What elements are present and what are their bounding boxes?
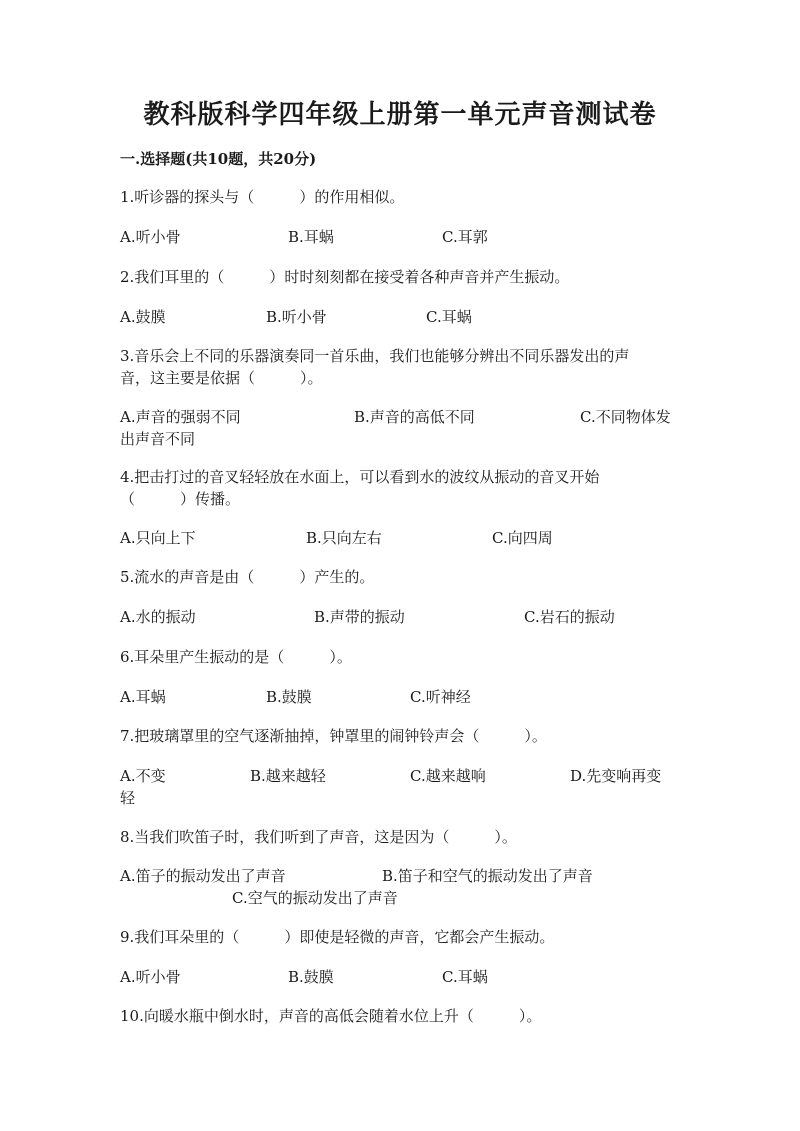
question-4-option-c: C.向四周 (492, 529, 553, 547)
question-3-option-b: B.声音的高低不同 (354, 408, 475, 426)
question-9-option-a: A.听小骨 (120, 968, 181, 986)
question-6-option-b: B.鼓膜 (266, 688, 312, 706)
question-9-option-c: C.耳蜗 (442, 968, 488, 986)
question-2-options (120, 306, 690, 328)
question-1-options (120, 226, 690, 248)
question-6-option-c: C.听神经 (410, 688, 471, 706)
question-8-option-b: B.笛子和空气的振动发出了声音 (382, 867, 593, 885)
question-4-stem-line-2: （ ）传播。 (120, 490, 241, 508)
question-1-option-b: B.耳蜗 (288, 228, 334, 246)
question-5-option-c: C.岩石的振动 (524, 608, 615, 626)
question-3-option-continuation: 出声音不同 (120, 430, 196, 448)
question-5-option-b: B.声带的振动 (314, 608, 405, 626)
question-9-options (120, 966, 690, 988)
question-7-option-a: A.不变 (120, 767, 166, 785)
question-6-options (120, 686, 690, 708)
page-title: 教科版科学四年级上册第一单元声音测试卷 (143, 100, 657, 130)
question-7-options (120, 765, 690, 787)
question-4-option-a: A.只向上下 (120, 529, 196, 547)
question-7-option-d: D.先变响再变 (570, 767, 662, 785)
question-4-option-b: B.只向左右 (306, 529, 382, 547)
question-7-option-continuation: 轻 (120, 789, 136, 807)
question-2-option-b: B.听小骨 (266, 308, 327, 326)
question-6-stem: 6.耳朵里产生振动的是（ ）。 (120, 648, 352, 666)
question-3-option-a: A.声音的强弱不同 (120, 408, 241, 426)
section-heading: 一.选择题(共10题，共20分) (120, 150, 317, 168)
question-1-stem: 1.听诊器的探头与（ ）的作用相似。 (120, 188, 405, 206)
question-3-stem-line-2: 音，这主要是依据（ ）。 (120, 369, 323, 387)
question-8-stem: 8.当我们吹笛子时，我们听到了声音，这是因为（ ）。 (120, 828, 517, 846)
question-5-stem: 5.流水的声音是由（ ）产生的。 (120, 568, 375, 586)
question-3-options (120, 406, 690, 428)
question-6-option-a: A.耳蜗 (120, 688, 166, 706)
question-3-option-c: C.不同物体发 (580, 408, 671, 426)
question-2-option-a: A.鼓膜 (120, 308, 166, 326)
question-8-option-a: A.笛子的振动发出了声音 (120, 867, 286, 885)
question-7-option-b: B.越来越轻 (250, 767, 326, 785)
question-4-stem-line-1: 4.把击打过的音叉轻轻放在水面上，可以看到水的波纹从振动的音叉开始 (120, 468, 600, 486)
question-7-option-c: C.越来越响 (410, 767, 486, 785)
question-8-option-c: C.空气的振动发出了声音 (232, 889, 398, 907)
question-5-option-a: A.水的振动 (120, 608, 196, 626)
question-9-stem: 9.我们耳朵里的（ ）即使是轻微的声音，它都会产生振动。 (120, 928, 555, 946)
question-7-stem: 7.把玻璃罩里的空气逐渐抽掉，钟罩里的闹钟铃声会（ ）。 (120, 727, 547, 745)
question-8-options (120, 865, 690, 887)
question-2-option-c: C.耳蜗 (426, 308, 472, 326)
question-1-option-c: C.耳郭 (442, 228, 488, 246)
question-1-option-a: A.听小骨 (120, 228, 181, 246)
question-5-options (120, 606, 690, 628)
question-2-stem: 2.我们耳里的（ ）时时刻刻都在接受着各种声音并产生振动。 (120, 268, 570, 286)
question-10-stem: 10.向暖水瓶中倒水时，声音的高低会随着水位上升（ ）。 (120, 1007, 542, 1025)
question-4-options (120, 527, 690, 549)
question-9-option-b: B.鼓膜 (288, 968, 334, 986)
question-3-stem-line-1: 3.音乐会上不同的乐器演奏同一首乐曲，我们也能够分辨出不同乐器发出的声 (120, 347, 630, 365)
